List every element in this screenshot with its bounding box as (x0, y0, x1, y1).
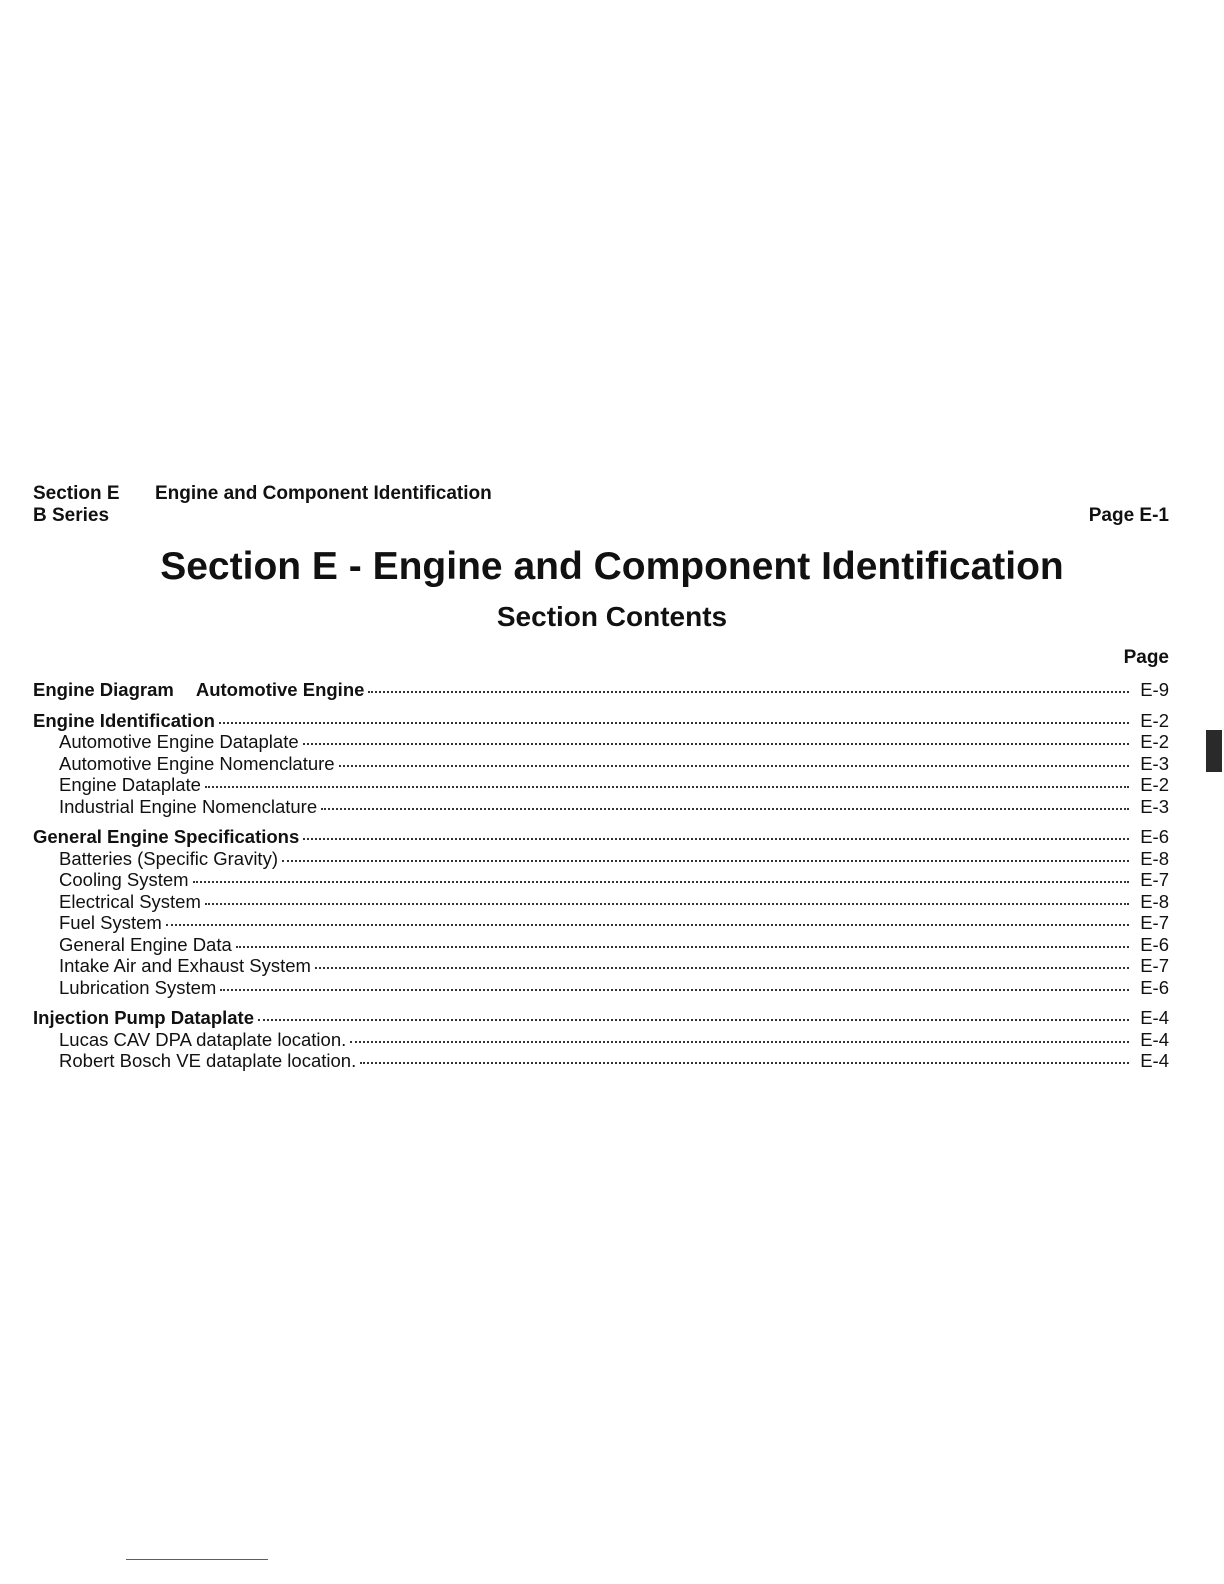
toc-page-number: E-7 (1140, 955, 1169, 976)
toc-group (33, 710, 1169, 818)
toc-entry-text: Engine Identification (33, 709, 215, 731)
toc-sub-entry[interactable] (33, 848, 1169, 870)
toc-entry-text: Lucas CAV DPA dataplate location. (59, 1028, 347, 1050)
toc-sub-entry[interactable] (33, 1050, 1169, 1072)
toc-entry-label (59, 977, 216, 999)
header-series: B Series (33, 505, 110, 526)
dot-leader (360, 1062, 1129, 1064)
page-column-heading: Page (1123, 647, 1169, 668)
toc-page-number: E-3 (1140, 795, 1169, 817)
toc-entry-label (59, 1029, 346, 1051)
toc-entry-label (59, 912, 162, 934)
toc-group (33, 679, 1169, 701)
toc-heading-entry[interactable] (33, 1007, 1169, 1029)
toc-entry-label (59, 848, 278, 870)
running-header (33, 483, 492, 527)
dot-leader (205, 903, 1129, 905)
toc-page-number: E-4 (1140, 1007, 1169, 1028)
toc-entry-text: Injection Pump Dataplate (33, 1007, 255, 1028)
toc-sub-entry[interactable] (33, 796, 1169, 818)
toc-entry-label (59, 1050, 356, 1072)
dot-leader (368, 691, 1129, 693)
dot-leader (321, 808, 1129, 810)
toc-entry-text: Industrial Engine Nomenclature (59, 795, 318, 817)
dot-leader (166, 924, 1129, 926)
toc-entry-text: General Engine Specifications (33, 826, 300, 847)
page-subtitle: Section Contents (496, 601, 728, 632)
dot-leader (339, 765, 1129, 767)
toc-entry-text: Automotive Engine Nomenclature (59, 752, 335, 774)
toc-sub-entry[interactable] (33, 774, 1169, 796)
toc-page-number: E-2 (1140, 709, 1169, 731)
toc-entry-label (59, 891, 201, 913)
dot-leader (219, 722, 1129, 724)
footer-rule (126, 1559, 268, 1560)
toc-entry-text: Lubrication System (59, 976, 217, 998)
toc-page-number: E-4 (1140, 1050, 1169, 1071)
toc-sub-entry[interactable] (33, 977, 1169, 999)
toc-sub-entry[interactable] (33, 934, 1169, 956)
toc-heading-entry[interactable] (33, 826, 1169, 848)
toc-page-number: E-8 (1140, 847, 1169, 869)
toc-page-number: E-7 (1140, 869, 1169, 890)
toc-page-number: E-2 (1140, 731, 1169, 752)
toc-group (33, 1007, 1169, 1072)
toc-entry-text: Robert Bosch VE dataplate location. (59, 1050, 357, 1071)
dot-leader (220, 989, 1129, 991)
toc-entry-text: General Engine Data (59, 933, 232, 955)
toc-page-number: E-3 (1140, 752, 1169, 774)
toc-page-number: E-7 (1140, 912, 1169, 933)
toc-page-number: E-6 (1140, 976, 1169, 998)
dot-leader (303, 838, 1129, 840)
toc-entry-text: Engine Dataplate (59, 774, 201, 795)
toc-page-number: E-2 (1140, 774, 1169, 795)
dot-leader (350, 1041, 1129, 1043)
dot-leader (282, 860, 1129, 862)
table-of-contents (33, 679, 1169, 1081)
dot-leader (258, 1019, 1129, 1021)
toc-entry-label (33, 1007, 254, 1029)
toc-entry-text: Electrical System (59, 890, 201, 912)
page-title: Section E - Engine and Component Identification (160, 545, 1064, 588)
toc-entry-label (59, 934, 232, 956)
dot-leader (315, 967, 1129, 969)
toc-heading-entry[interactable] (33, 679, 1169, 701)
toc-sub-entry[interactable] (33, 1029, 1169, 1051)
toc-entry-text: Automotive Engine Dataplate (59, 731, 299, 752)
header-section-line (33, 483, 492, 505)
section-tab-marker (1206, 730, 1222, 772)
dot-leader (303, 743, 1129, 745)
toc-entry-text: Engine Diagram (33, 679, 174, 700)
header-section-label: Section E (33, 483, 120, 504)
toc-page-number: E-8 (1140, 890, 1169, 912)
toc-entry-text: Batteries (Specific Gravity) (59, 847, 278, 869)
toc-entry-label (59, 869, 189, 891)
toc-entry-label (33, 826, 299, 848)
toc-sub-entry[interactable] (33, 955, 1169, 977)
toc-page-number: E-6 (1140, 933, 1169, 955)
toc-heading-entry[interactable] (33, 710, 1169, 732)
toc-sub-entry[interactable] (33, 869, 1169, 891)
toc-entry-label (59, 955, 311, 977)
toc-entry-label (59, 774, 201, 796)
toc-sub-entry[interactable] (33, 912, 1169, 934)
dot-leader (236, 946, 1129, 948)
toc-entry-label (33, 679, 364, 701)
toc-entry-text: Cooling System (59, 869, 189, 890)
toc-entry-text: Fuel System (59, 912, 162, 933)
toc-sub-entry[interactable] (33, 731, 1169, 753)
toc-page-number: E-6 (1140, 826, 1169, 847)
toc-entry-label (59, 753, 335, 775)
toc-page-number: E-9 (1140, 679, 1169, 700)
toc-sub-entry[interactable] (33, 753, 1169, 775)
header-page-number: Page E-1 (1088, 505, 1169, 526)
toc-entry-subtext: Automotive Engine (195, 679, 365, 700)
toc-entry-label (33, 710, 215, 732)
toc-entry-label (59, 731, 299, 753)
toc-page-number: E-4 (1140, 1028, 1169, 1050)
dot-leader (205, 786, 1129, 788)
toc-entry-label (59, 796, 317, 818)
dot-leader (193, 881, 1129, 883)
toc-entry-text: Intake Air and Exhaust System (59, 955, 311, 976)
toc-sub-entry[interactable] (33, 891, 1169, 913)
header-section-title: Engine and Component Identification (155, 483, 492, 504)
toc-group (33, 826, 1169, 998)
